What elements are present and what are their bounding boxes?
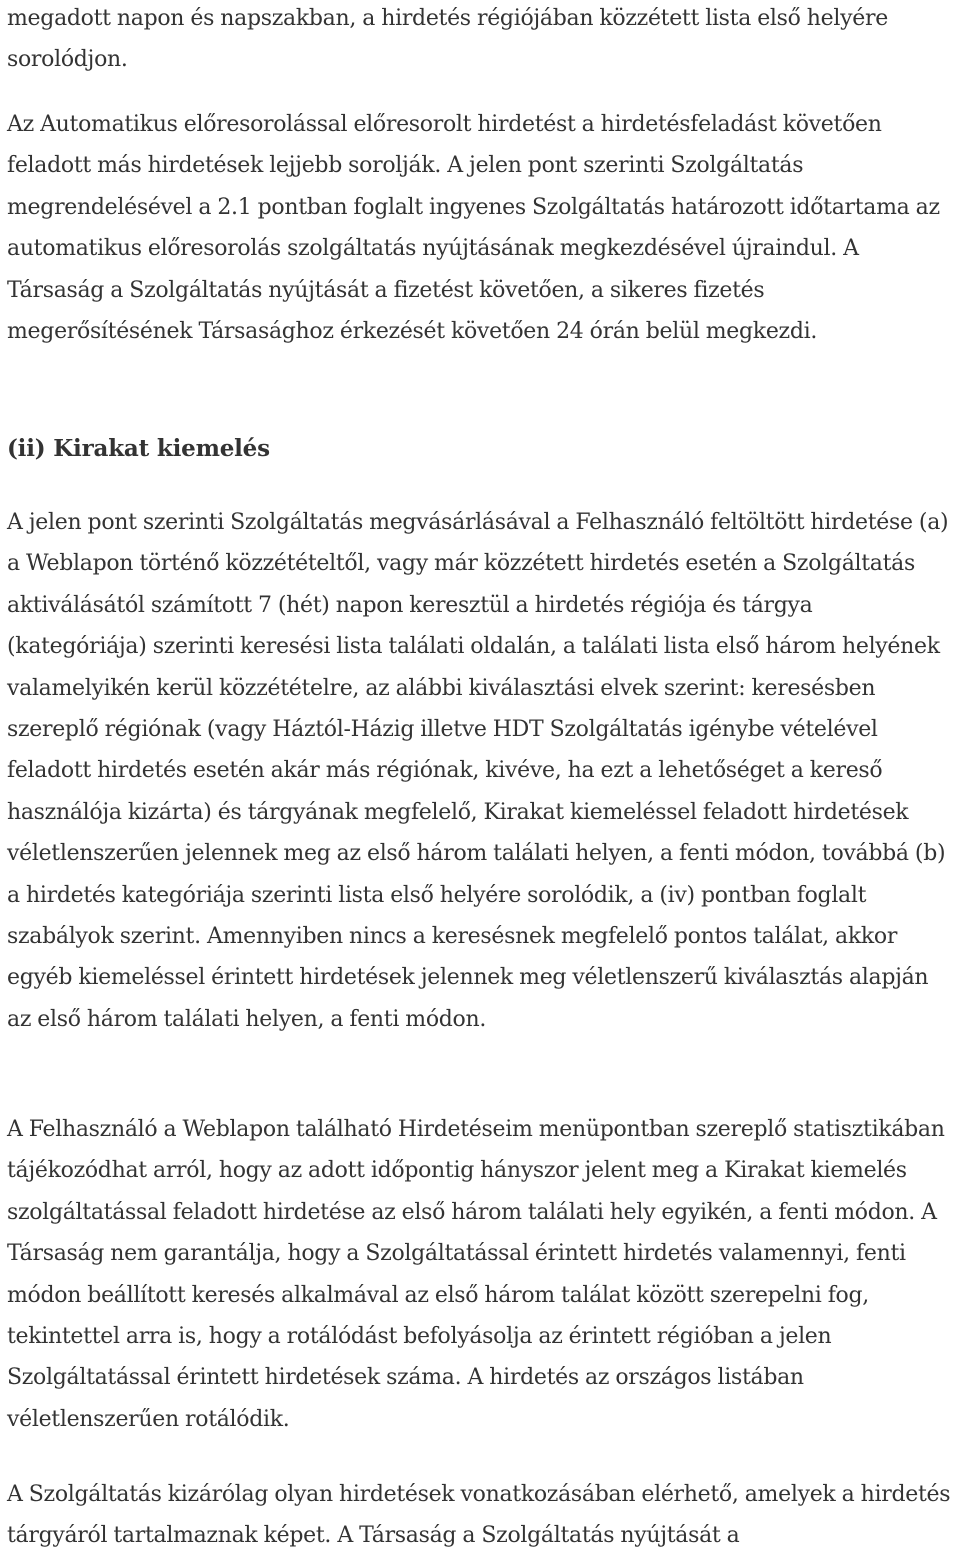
paragraph-kirakat-availability: A Szolgáltatás kizárólag olyan hirdetések vonatkozásában elérhető, amelyek a hirdetés tárgyáról tartalmaznak képet. A Társaság a Szolgáltatás nyújtását a [7,1482,951,1549]
section-heading-kirakat: (ii) Kirakat kiemelés [7,435,270,462]
paragraph-intro: megadott napon és napszakban, a hirdetés régiójában közzétett lista első helyére sorolódjon. [7,6,888,73]
paragraph-kirakat-description: A jelen pont szerinti Szolgáltatás megvásárlásával a Felhasználó feltöltött hirdetése (a) a Weblapon történő közzétételtől, vagy már közzétett hirdetés esetén a Szolgáltatás aktiválásától számított 7 (hét) napon keresztül a hirdetés régiója és tárgya (kategóriája) szerinti keresési lista találati oldalán, a találati lista első három helyének valamelyikén kerül közzétételre, az alábbi kiválasztási elvek szerint: keresésben szereplő régiónak (vagy Háztól-Házig illetve HDT Szolgáltatás igénybe vételével feladott hirdetés esetén akár más régiónak, kivéve, ha ezt a lehetőséget a kereső használója kizárta) és tárgyának megfelelő, Kirakat kiemeléssel feladott hirdetések véletlenszerűen jelennek meg az első három találati helyen, a fenti módon, továbbá (b) a hirdetés kategóriája szerinti lista első helyére sorolódik, a (iv) pontban foglalt szabályok szerint. Amennyiben nincs a keresésnek megfelelő pontos találat, akkor egyéb kiemeléssel érintett hirdetések jelennek meg véletlenszerű kiválasztás alapján az első három találati helyen, a fenti módon. [7,510,949,1032]
paragraph-kirakat-statistics: A Felhasználó a Weblapon található Hirdetéseim menüpontban szereplő statisztikában tájékozódhat arról, hogy az adott időpontig hányszor jelent meg a Kirakat kiemelés szolgáltatással feladott hirdetése az első három találati hely egyikén, a fenti módon. A Társaság nem garantálja, hogy a Szolgáltatással érintett hirdetés valamennyi, fenti módon beállított keresés alkalmával az első három találat között szerepelni fog, tekintettel arra is, hogy a rotálódást befolyásolja az érintett régióban a jelen Szolgáltatással érintett hirdetések száma. A hirdetés az országos listában véletlenszerűen rotálódik. [7,1117,945,1432]
paragraph-automatic-priority: Az Automatikus előresorolással előresorolt hirdetést a hirdetésfeladást követően feladott más hirdetések lejjebb sorolják. A jelen pont szerinti Szolgáltatás megrendelésével a 2.1 pontban foglalt ingyenes Szolgáltatás határozott időtartama az automatikus előresorolás szolgáltatás nyújtásának megkezdésével újraindul. A Társaság a Szolgáltatás nyújtását a fizetést követően, a sikeres fizetés megerősítésének Társasághoz érkezését követően 24 órán belül megkezdi. [7,112,940,345]
